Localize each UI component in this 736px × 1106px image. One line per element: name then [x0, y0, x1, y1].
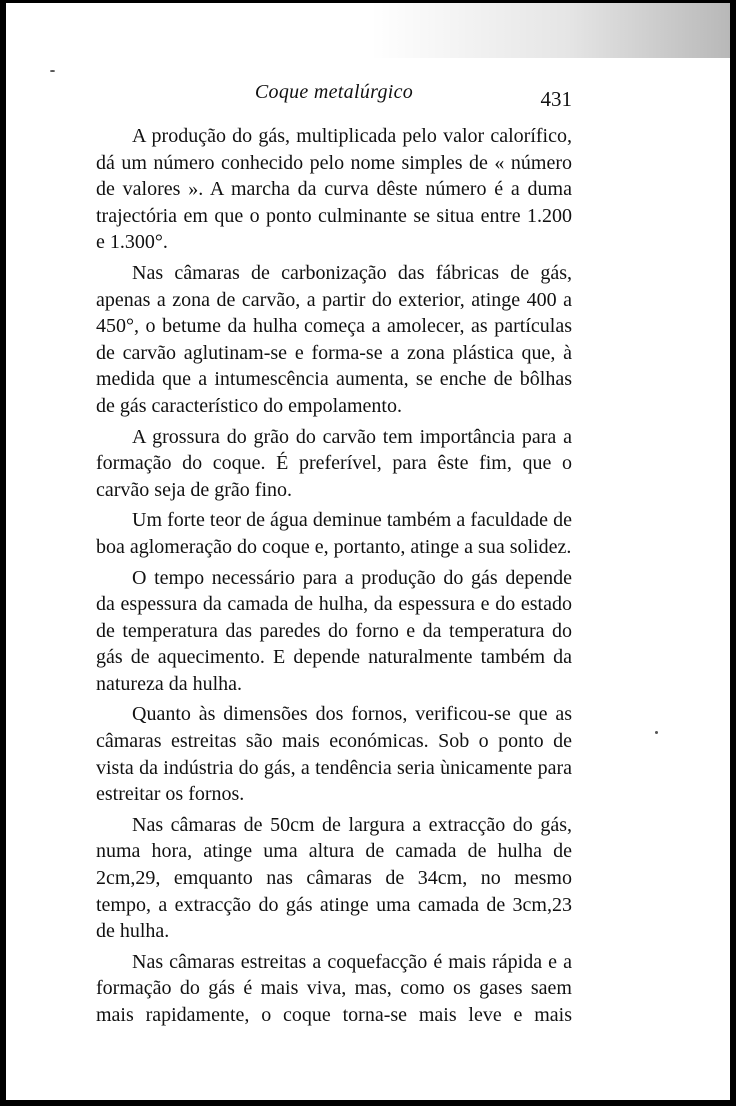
- scan-shadow: [370, 3, 730, 58]
- paragraph-oven-dimensions: Quanto às dimensões dos fornos, verificou-se que as câmaras estreitas são mais económicas. Sob o ponto de vista da indústria do gás, a tendência seria ùnicamente para estreitar os fornos.: [96, 703, 572, 806]
- paragraph-grain-size: A grossura do grão do carvão tem importância para a formação do coque. É preferível, para êste fim, que o carvão seja de grão fino.: [96, 425, 572, 501]
- scan-speck: [655, 731, 658, 734]
- page-number: 431: [540, 87, 572, 111]
- paragraph-production-time: O tempo necessário para a produção do gás depende da espessura da camada de hulha, da espessura e do estado de temperatura das paredes do forno e da temperatura do gás de aquecimento. E depende naturalmente também da natureza da hulha.: [96, 566, 572, 695]
- text-body: [96, 123, 572, 1029]
- paragraph-water-content: Um forte teor de água deminue também a faculdade de boa aglomeração do coque e, portanto, atinge a sua solidez.: [96, 509, 572, 558]
- paragraph-carbonization-chambers: Nas câmaras de carbonização das fábricas de gás, apenas a zona de carvão, a partir do exterior, atinge 400 a 450°, o betume da hulha começa a amolecer, as partículas de carvão aglutinam-se e forma-se a zona plástica que, à medida que a intumescência aumenta, se enche de bôlhas de gás característico do empolamento.: [96, 261, 572, 417]
- paragraph-gas-production: A produção do gás, multiplicada pelo valor calorífico, dá um número conhecido pelo nome simples de « número de valores ». A marcha da curva dêste número é a duma trajectória em que o ponto culminante se situa entre 1.200 e 1.300°.: [96, 125, 572, 254]
- paragraph-chamber-widths: Nas câmaras de 50cm de largura a extracção do gás, numa hora, atinge uma altura de camada de hulha de 2cm,29, emquanto nas câmaras de 34cm, no mesmo tempo, a extracção do gás atinge uma camada de 3cm,23 de hulha.: [96, 813, 572, 943]
- paragraph-narrow-chambers: Nas câmaras estreitas a coquefacção é mais rápida e a formação do gás é mais viva, mas, como os gases saem mais rapidamente, o coque torna-se mais leve e mais: [96, 950, 572, 1026]
- running-head: [96, 81, 572, 111]
- running-title: Coque metalúrgico: [254, 81, 414, 103]
- scan-speck: [50, 70, 55, 72]
